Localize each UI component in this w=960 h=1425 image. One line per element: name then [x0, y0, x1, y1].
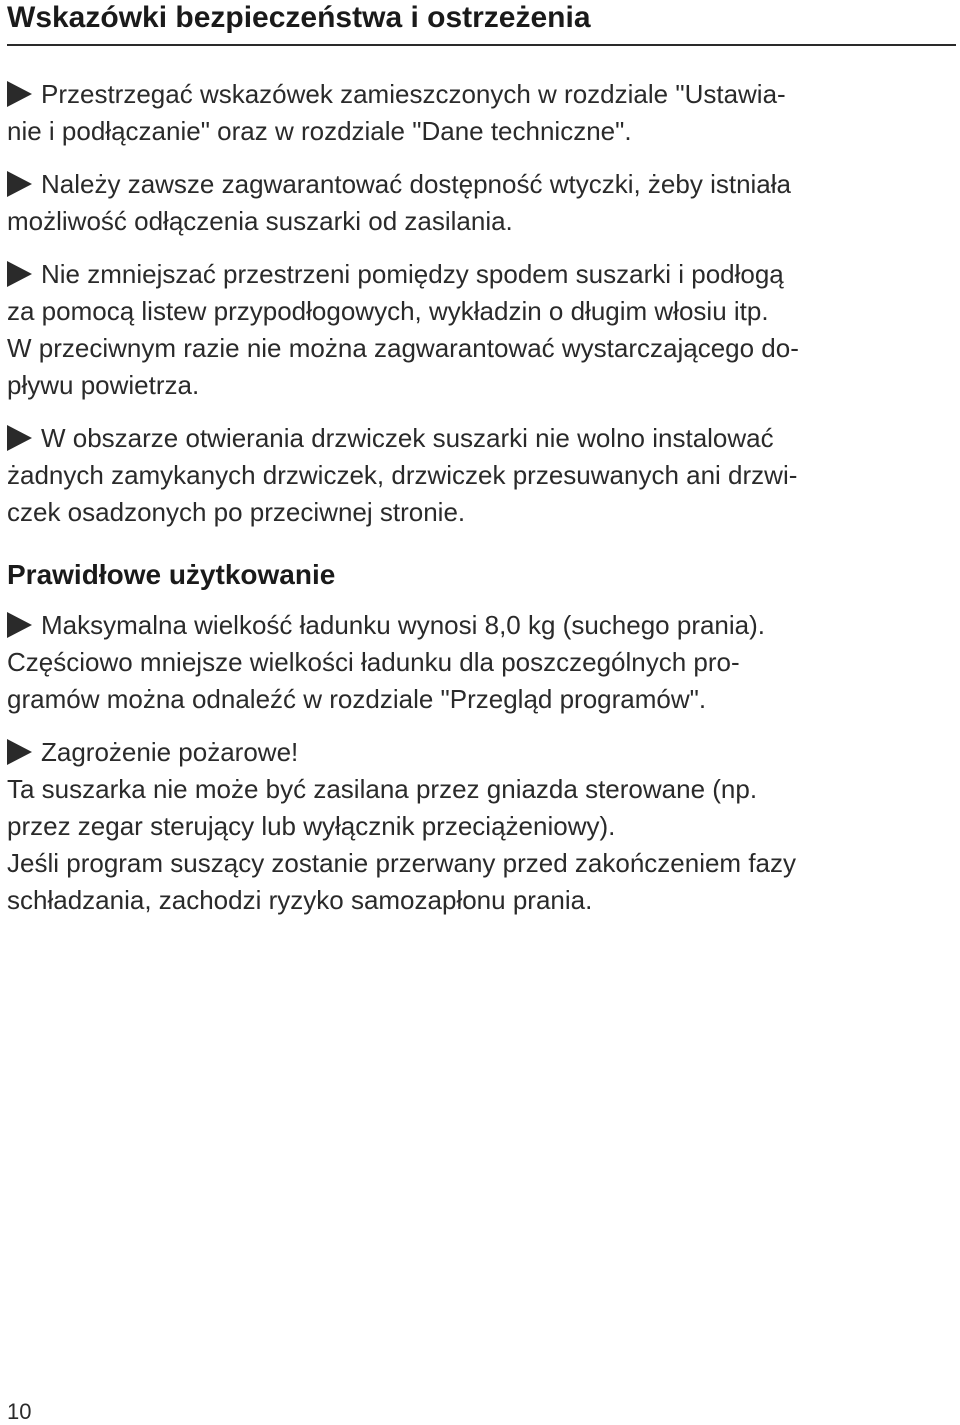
page-number: 10 — [7, 1399, 32, 1424]
warning-paragraph: Przestrzegać wskazówek zamieszczonych w rozdziale "Ustawia- nie i podłączanie" oraz w rozdziale "Dane techniczne". — [7, 79, 786, 146]
title-divider — [7, 44, 956, 46]
warning-paragraph: Należy zawsze zagwarantować dostępność wtyczki, żeby istniała możliwość odłączenia suszarki od zasilania. — [7, 169, 792, 236]
warning-paragraph: Nie zmniejszać przestrzeni pomiędzy spodem suszarki i podłogą za pomocą listew przypodłogowych, wykładzin o długim włosiu itp. W przeciwnym razie nie można zagwarantować wystarczającego do- pływu powietrza. — [7, 259, 799, 400]
triangle-bullet-icon — [7, 739, 32, 765]
triangle-bullet-icon — [7, 261, 32, 287]
triangle-bullet-icon — [7, 425, 32, 451]
usage-paragraph: Zagrożenie pożarowe! Ta suszarka nie może być zasilana przez gniazda sterowane (np. przez zegar sterujący lub wyłącznik przeciążeniowy). Jeśli program suszący zostanie przerwany przed zakończeniem fazy schładzania, zachodzi ryzyko samozapłonu prania. — [7, 737, 797, 915]
triangle-bullet-icon — [7, 81, 32, 107]
warning-paragraph: W obszarze otwierania drzwiczek suszarki nie wolno instalować żadnych zamykanych drzwiczek, drzwiczek przesuwanych ani drzwi- czek osadzonych po przeciwnej stronie. — [7, 423, 798, 527]
triangle-bullet-icon — [7, 171, 32, 197]
usage-paragraph: Maksymalna wielkość ładunku wynosi 8,0 kg (suchego prania). Częściowo mniejsze wielkości ładunku dla poszczególnych pro- gramów można odnaleźć w rozdziale "Przegląd programów". — [7, 610, 766, 714]
document-body — [7, 76, 947, 935]
triangle-bullet-icon — [7, 612, 32, 638]
page-title: Wskazówki bezpieczeństwa i ostrzeżenia — [7, 1, 591, 34]
section-heading: Prawidłowe użytkowanie — [7, 559, 336, 590]
